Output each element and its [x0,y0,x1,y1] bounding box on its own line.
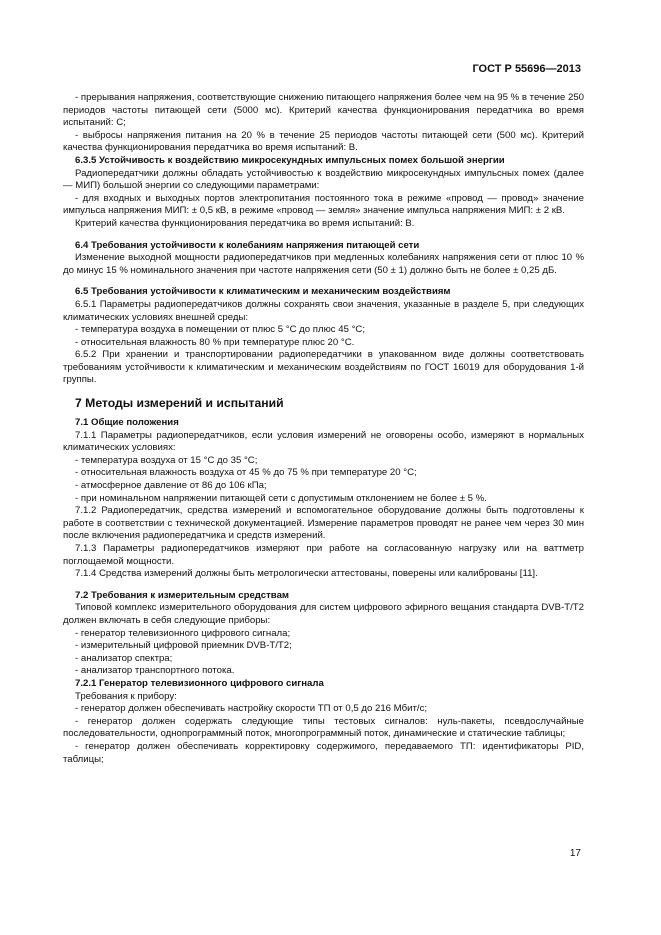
paragraph: - прерывания напряжения, соответствующие снижению питающего напряжения более чем на 95 % в течение 250 периодов частоты питающей сети (5000 мс). Критерий качества функционирования передатчика во время испытаний: С; [63,92,584,129]
paragraph: Критерий качества функционирования передатчика во время испытаний: В. [75,217,415,229]
list-item: - относительная влажность воздуха от 45 % до 75 % при температуре 20 °С; [75,467,417,479]
paragraph: 6.5.2 При хранении и транспортировании радиопередатчики в упакованном виде должны соответствовать требованиям устойчивости к климатическим и механическим воздействиям по ГОСТ 16019 для оборудования 1-й группы. [63,349,584,386]
subsection-heading: 7.2.1 Генератор телевизионного цифрового сигнала [75,677,324,689]
list-item: - измерительный цифровой приемник DVB-T/T2; [75,640,292,652]
section-heading: 6.4 Требования устойчивости к колебаниям напряжения питающей сети [75,239,420,251]
document-code: ГОСТ Р 55696—2013 [472,63,581,75]
paragraph: Требования к прибору: [75,690,177,702]
paragraph: Типовой комплекс измерительного оборудования для систем цифрового эфирного вещания стандарта DVB-T/T2 должен включать в себя следующие приборы: [63,602,584,626]
paragraph: 7.1.3 Параметры радиопередатчиков измеряют при работе на согласованную нагрузку или на ваттметр поглощаемой мощности. [63,543,584,567]
subsection-heading: 6.3.5 Устойчивость к воздействию микросекундных импульсных помех большой энергии [75,154,505,166]
page-number: 17 [569,848,581,859]
chapter-heading: 7 Методы измерений и испытаний [75,396,284,411]
paragraph: Изменение выходной мощности радиопередатчиков при медленных колебаниях напряжения сети от плюс 10 % до минус 15 % номинального значения при частоте напряжения сети (50 ± 1) должно быть не более ± 0,25 дБ. [63,252,584,276]
list-item: - генератор телевизионного цифрового сигнала; [75,627,291,639]
list-item: - температура воздуха в помещении от плюс 5 °С до плюс 45 °С; [75,324,365,336]
section-heading: 7.2 Требования к измерительным средствам [75,589,290,601]
list-item: - атмосферное давление от 86 до 106 кПа; [75,480,267,492]
list-item: - генератор должен обеспечивать настройку скорости ТП от 0,5 до 216 Мбит/с; [75,703,428,715]
paragraph: - выбросы напряжения питания на 20 % в течение 25 периодов частоты питающей сети (500 мс). Критерий качества функционирования передатчика во время испытаний: В. [63,129,584,154]
page-body [63,92,584,766]
section-heading: 6.5 Требования устойчивости к климатическим и механическим воздействиям [75,286,451,298]
list-item: - при номинальном напряжении питающей сети с допустимым отклонением не более ± 5 %. [75,492,487,504]
list-item: - анализатор транспортного потока. [75,665,235,677]
section-heading: 7.1 Общие положения [75,417,179,429]
list-item: - относительная влажность 80 % при температуре плюс 20 °С. [75,336,355,348]
paragraph: 7.1.2 Радиопередатчик, средства измерений и вспомогательное оборудование должны быть подготовлены к работе в соответствии с технической документацией. Измерение параметров проводят не ранее чем через 30 мин после включения радиопередатчика и средств измерений. [63,505,584,542]
paragraph: 6.5.1 Параметры радиопередатчиков должны сохранять свои значения, указанные в разделе 5, при следующих климатических условиях внешней среды: [63,298,584,323]
paragraph: - для входных и выходных портов электропитания постоянного тока в режиме «провод — провод» значение импульса напряжения МИП: ± 0,5 кВ, в режиме «провод — земля» значение импульса напряжения МИП: ± 2 кВ. [63,192,584,217]
list-item: - генератор должен содержать следующие типы тестовых сигналов: нуль-пакеты, псевдослучайные последовательности, однопрограммный поток, многопрограммный поток, динамические и статические таблицы; [63,715,584,740]
list-item: - температура воздуха от 15 °С до 35 °С; [75,454,258,466]
paragraph: Радиопередатчики должны обладать устойчивостью к воздействию микросекундных импульсных помех (далее — МИП) большой энергии со следующими параметрами: [63,167,584,192]
paragraph: 7.1.1 Параметры радиопередатчиков, если условия измерений не оговорены особо, измеряют в нормальных климатических условиях: [63,429,584,454]
paragraph: 7.1.4 Средства измерений должны быть метрологически аттестованы, поверены или калиброваны [11]. [75,568,538,580]
list-item: - генератор должен обеспечивать корректировку содержимого, передаваемого ТП: идентификаторы PID, таблицы; [63,740,584,765]
list-item: - анализатор спектра; [75,652,173,664]
